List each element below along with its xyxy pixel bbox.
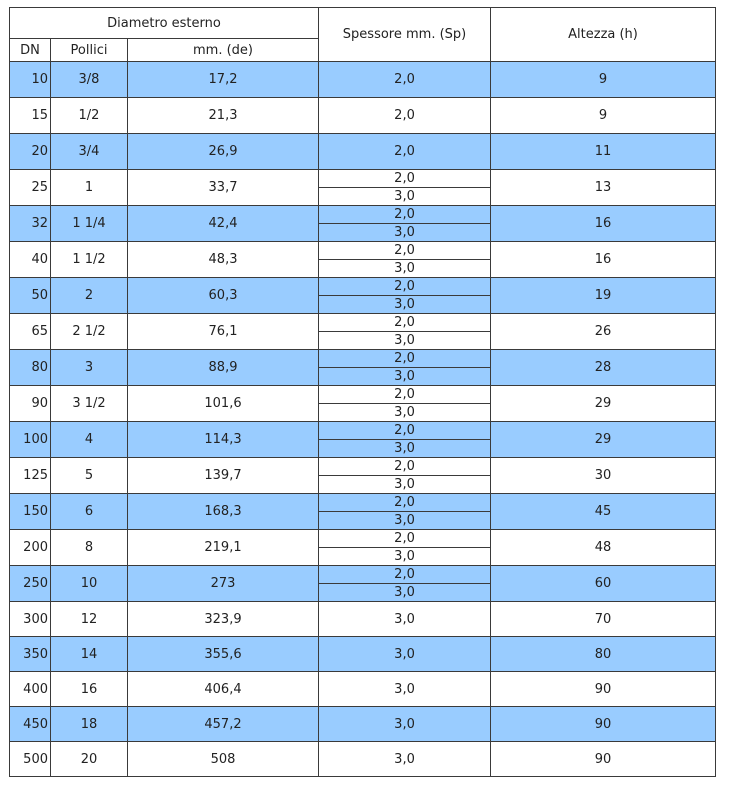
table-row <box>10 566 716 602</box>
cell-dn: 125 <box>10 458 51 494</box>
cell-mm: 168,3 <box>128 494 319 530</box>
cell-mm: 48,3 <box>128 242 319 278</box>
cell-inches: 5 <box>51 458 128 494</box>
cell-inches: 3 1/2 <box>51 386 128 422</box>
cell-thickness <box>319 98 491 134</box>
cell-mm: 33,7 <box>128 170 319 206</box>
thickness-value: 2,0 <box>394 315 415 330</box>
thickness-value: 2,0 <box>394 279 415 294</box>
thickness-value: 3,0 <box>394 681 415 697</box>
cell-height: 90 <box>491 672 716 707</box>
cell-height: 11 <box>491 134 716 170</box>
thickness-value: 3,0 <box>319 331 490 349</box>
thickness-value: 3,0 <box>394 751 415 767</box>
thickness-value: 3,0 <box>394 716 415 732</box>
cell-dn: 15 <box>10 98 51 134</box>
header-height: Altezza (h) <box>491 8 716 62</box>
cell-inches: 20 <box>51 742 128 777</box>
cell-thickness <box>319 170 491 206</box>
table-row <box>10 134 716 170</box>
thickness-values <box>319 386 490 421</box>
cell-thickness <box>319 206 491 242</box>
thickness-value: 3,0 <box>394 611 415 627</box>
cell-mm: 26,9 <box>128 134 319 170</box>
thickness-value: 2,0 <box>394 72 415 87</box>
cell-inches: 2 <box>51 278 128 314</box>
thickness-value: 3,0 <box>394 646 415 662</box>
cell-inches: 3/4 <box>51 134 128 170</box>
thickness-values <box>319 62 490 97</box>
cell-dn: 400 <box>10 672 51 707</box>
cell-mm: 17,2 <box>128 62 319 98</box>
thickness-values <box>319 170 490 205</box>
thickness-value: 3,0 <box>319 511 490 529</box>
cell-mm: 42,4 <box>128 206 319 242</box>
table-row <box>10 98 716 134</box>
thickness-value: 3,0 <box>319 187 490 205</box>
table-row <box>10 278 716 314</box>
cell-dn: 150 <box>10 494 51 530</box>
cell-dn: 300 <box>10 602 51 637</box>
cell-dn: 350 <box>10 637 51 672</box>
thickness-values <box>319 422 490 457</box>
table-row <box>10 350 716 386</box>
thickness-value: 3,0 <box>319 403 490 421</box>
cell-dn: 65 <box>10 314 51 350</box>
cell-inches: 1 1/4 <box>51 206 128 242</box>
table-row <box>10 742 716 777</box>
table-row <box>10 206 716 242</box>
cell-dn: 200 <box>10 530 51 566</box>
thickness-values <box>319 206 490 241</box>
thickness-value: 2,0 <box>394 144 415 159</box>
cell-inches: 8 <box>51 530 128 566</box>
cell-dn: 90 <box>10 386 51 422</box>
thickness-value: 3,0 <box>319 547 490 565</box>
pipe-dimensions-table <box>9 7 716 777</box>
cell-mm: 114,3 <box>128 422 319 458</box>
thickness-value: 3,0 <box>319 259 490 277</box>
header-outer-diameter: Diametro esterno <box>10 8 319 39</box>
cell-inches: 12 <box>51 602 128 637</box>
table-row <box>10 170 716 206</box>
thickness-values <box>319 530 490 565</box>
cell-mm: 219,1 <box>128 530 319 566</box>
cell-inches: 1 1/2 <box>51 242 128 278</box>
cell-thickness <box>319 458 491 494</box>
cell-height: 28 <box>491 350 716 386</box>
cell-height: 13 <box>491 170 716 206</box>
header-thickness: Spessore mm. (Sp) <box>319 8 491 62</box>
cell-inches: 3/8 <box>51 62 128 98</box>
thickness-values <box>319 566 490 601</box>
cell-thickness <box>319 707 491 742</box>
cell-height: 29 <box>491 422 716 458</box>
table-row <box>10 707 716 742</box>
thickness-value: 3,0 <box>319 583 490 601</box>
thickness-values <box>319 672 490 706</box>
thickness-value: 3,0 <box>319 295 490 313</box>
table-row <box>10 62 716 98</box>
cell-thickness <box>319 350 491 386</box>
thickness-values <box>319 742 490 776</box>
cell-mm: 273 <box>128 566 319 602</box>
cell-thickness <box>319 566 491 602</box>
cell-inches: 14 <box>51 637 128 672</box>
table-row <box>10 494 716 530</box>
table-row <box>10 602 716 637</box>
table-row <box>10 422 716 458</box>
cell-mm: 323,9 <box>128 602 319 637</box>
cell-thickness <box>319 134 491 170</box>
cell-dn: 50 <box>10 278 51 314</box>
cell-dn: 80 <box>10 350 51 386</box>
cell-thickness <box>319 672 491 707</box>
thickness-value: 2,0 <box>394 108 415 123</box>
cell-inches: 4 <box>51 422 128 458</box>
thickness-values <box>319 242 490 277</box>
cell-height: 45 <box>491 494 716 530</box>
cell-height: 70 <box>491 602 716 637</box>
thickness-value: 3,0 <box>319 439 490 457</box>
table-row <box>10 672 716 707</box>
cell-dn: 40 <box>10 242 51 278</box>
thickness-value: 2,0 <box>394 171 415 186</box>
cell-inches: 3 <box>51 350 128 386</box>
table-row <box>10 637 716 672</box>
cell-dn: 450 <box>10 707 51 742</box>
cell-mm: 88,9 <box>128 350 319 386</box>
thickness-values <box>319 314 490 349</box>
cell-height: 48 <box>491 530 716 566</box>
table-row <box>10 242 716 278</box>
thickness-value: 2,0 <box>394 567 415 582</box>
cell-dn: 25 <box>10 170 51 206</box>
cell-mm: 101,6 <box>128 386 319 422</box>
cell-inches: 18 <box>51 707 128 742</box>
cell-thickness <box>319 742 491 777</box>
cell-dn: 32 <box>10 206 51 242</box>
cell-mm: 21,3 <box>128 98 319 134</box>
cell-thickness <box>319 422 491 458</box>
thickness-values <box>319 707 490 741</box>
header-dn: DN <box>10 39 51 62</box>
cell-inches: 6 <box>51 494 128 530</box>
cell-mm: 60,3 <box>128 278 319 314</box>
cell-inches: 2 1/2 <box>51 314 128 350</box>
cell-dn: 250 <box>10 566 51 602</box>
cell-thickness <box>319 494 491 530</box>
cell-mm: 508 <box>128 742 319 777</box>
thickness-value: 2,0 <box>394 495 415 510</box>
thickness-value: 2,0 <box>394 423 415 438</box>
cell-thickness <box>319 637 491 672</box>
table-row <box>10 314 716 350</box>
cell-mm: 76,1 <box>128 314 319 350</box>
cell-dn: 10 <box>10 62 51 98</box>
thickness-value: 2,0 <box>394 207 415 222</box>
header-mm: mm. (de) <box>128 39 319 62</box>
thickness-value: 2,0 <box>394 387 415 402</box>
cell-thickness <box>319 278 491 314</box>
thickness-values <box>319 350 490 385</box>
cell-thickness <box>319 314 491 350</box>
cell-mm: 457,2 <box>128 707 319 742</box>
cell-height: 9 <box>491 98 716 134</box>
table-row <box>10 530 716 566</box>
cell-height: 16 <box>491 242 716 278</box>
thickness-value: 2,0 <box>394 531 415 546</box>
cell-thickness <box>319 386 491 422</box>
cell-height: 19 <box>491 278 716 314</box>
table-row <box>10 458 716 494</box>
cell-mm: 406,4 <box>128 672 319 707</box>
cell-inches: 16 <box>51 672 128 707</box>
cell-height: 9 <box>491 62 716 98</box>
thickness-values <box>319 98 490 133</box>
cell-mm: 355,6 <box>128 637 319 672</box>
cell-thickness <box>319 530 491 566</box>
cell-dn: 20 <box>10 134 51 170</box>
cell-height: 60 <box>491 566 716 602</box>
thickness-values <box>319 278 490 313</box>
thickness-values <box>319 602 490 636</box>
cell-height: 90 <box>491 707 716 742</box>
thickness-value: 2,0 <box>394 459 415 474</box>
cell-dn: 500 <box>10 742 51 777</box>
thickness-value: 3,0 <box>319 223 490 241</box>
cell-height: 26 <box>491 314 716 350</box>
cell-thickness <box>319 242 491 278</box>
cell-inches: 1 <box>51 170 128 206</box>
thickness-values <box>319 458 490 493</box>
thickness-value: 2,0 <box>394 243 415 258</box>
table-row <box>10 386 716 422</box>
cell-thickness <box>319 602 491 637</box>
cell-dn: 100 <box>10 422 51 458</box>
cell-height: 90 <box>491 742 716 777</box>
thickness-values <box>319 637 490 671</box>
thickness-values <box>319 134 490 169</box>
cell-inches: 1/2 <box>51 98 128 134</box>
cell-mm: 139,7 <box>128 458 319 494</box>
cell-height: 29 <box>491 386 716 422</box>
cell-inches: 10 <box>51 566 128 602</box>
cell-height: 16 <box>491 206 716 242</box>
cell-thickness <box>319 62 491 98</box>
cell-height: 80 <box>491 637 716 672</box>
thickness-value: 2,0 <box>394 351 415 366</box>
thickness-value: 3,0 <box>319 367 490 385</box>
thickness-value: 3,0 <box>319 475 490 493</box>
thickness-values <box>319 494 490 529</box>
header-inches: Pollici <box>51 39 128 62</box>
cell-height: 30 <box>491 458 716 494</box>
